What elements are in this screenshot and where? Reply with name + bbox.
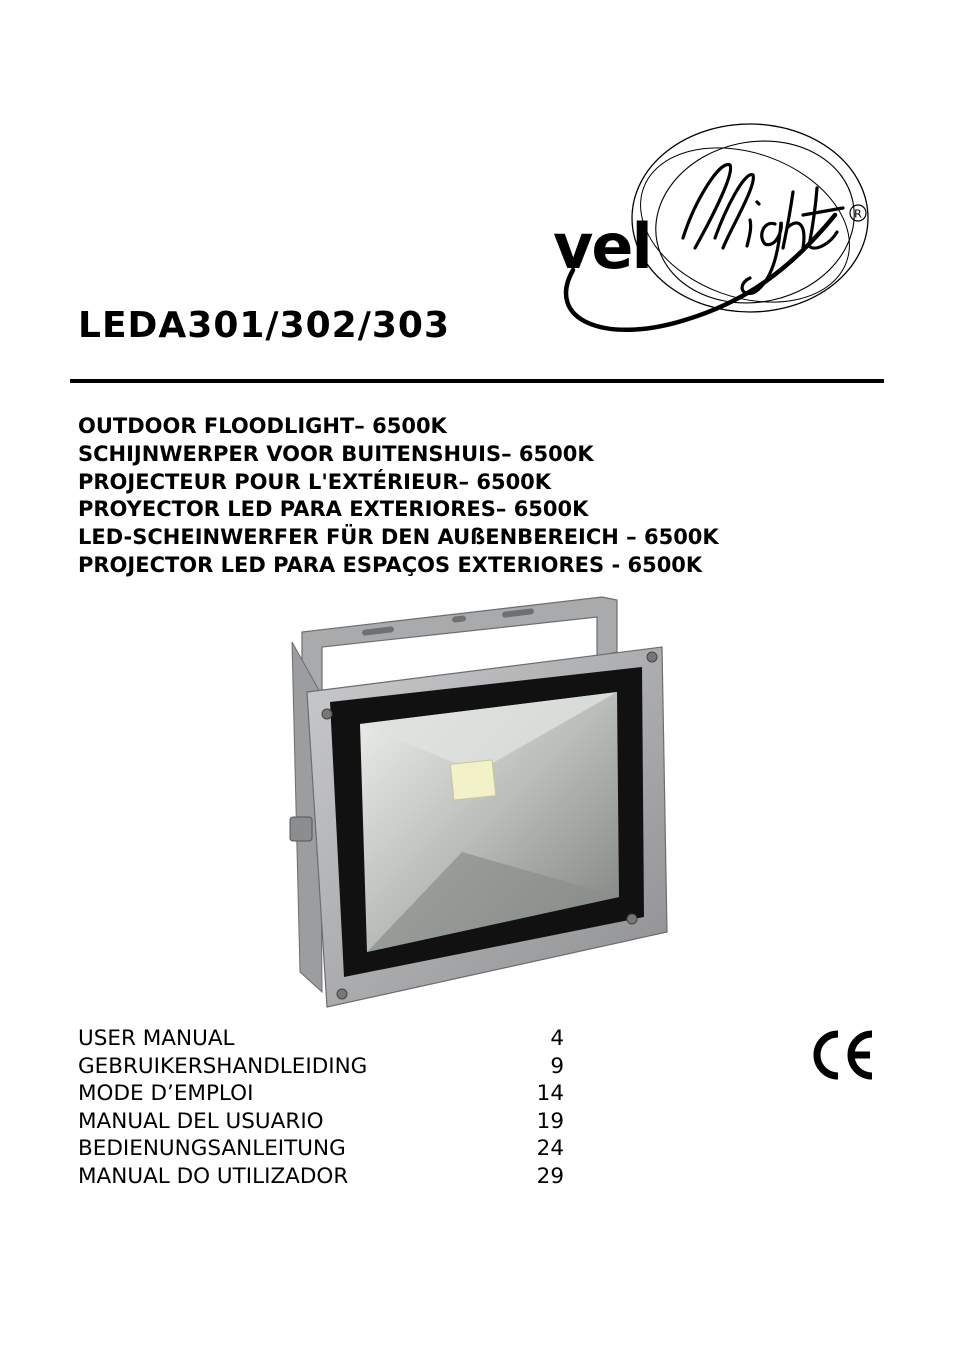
screw-top-left bbox=[322, 709, 332, 719]
table-of-contents bbox=[78, 1025, 564, 1191]
toc-page: 19 bbox=[536, 1108, 564, 1134]
toc-label: GEBRUIKERSHANDLEIDING bbox=[78, 1053, 368, 1079]
product-title-es: PROYECTOR LED PARA EXTERIORES– 6500K bbox=[78, 497, 589, 522]
screw-bottom-left bbox=[337, 989, 347, 999]
logo-vel-text: vel bbox=[553, 210, 651, 283]
toc-item bbox=[78, 1025, 564, 1053]
ce-mark-icon bbox=[808, 1028, 876, 1082]
model-number: LEDA301/302/303 bbox=[78, 305, 451, 346]
led-chip bbox=[450, 760, 496, 800]
toc-page: 24 bbox=[536, 1136, 564, 1162]
product-title-nl: SCHIJNWERPER VOOR BUITENSHUIS– 6500K bbox=[78, 441, 594, 466]
floodlight-photo bbox=[272, 592, 682, 1012]
toc-item bbox=[78, 1163, 564, 1191]
toc-label: MODE D’EMPLOI bbox=[78, 1081, 254, 1107]
toc-page: 14 bbox=[536, 1081, 564, 1107]
screw-bottom-right bbox=[627, 914, 637, 924]
toc-label: MANUAL DEL USUARIO bbox=[78, 1108, 324, 1134]
product-title-fr: PROJECTEUR POUR L'EXTÉRIEUR– 6500K bbox=[78, 469, 552, 494]
toc-page: 9 bbox=[550, 1053, 564, 1079]
header-divider bbox=[70, 379, 884, 383]
product-titles bbox=[78, 413, 719, 580]
toc-item bbox=[78, 1108, 564, 1136]
toc-label: USER MANUAL bbox=[78, 1026, 235, 1051]
toc-item bbox=[78, 1080, 564, 1108]
logo-script-light bbox=[683, 165, 843, 294]
toc-item bbox=[78, 1135, 564, 1163]
registered-mark-letter: R bbox=[854, 207, 862, 221]
toc-item bbox=[78, 1053, 564, 1081]
adjust-knob bbox=[290, 817, 312, 841]
ce-letter-e bbox=[850, 1034, 872, 1076]
product-title-pt: PROJECTOR LED PARA ESPAÇOS EXTERIORES - 6500K bbox=[78, 552, 703, 577]
toc-label: MANUAL DO UTILIZADOR bbox=[78, 1163, 349, 1189]
product-title-en: OUTDOOR FLOODLIGHT– 6500K bbox=[78, 414, 447, 438]
product-title-de: LED-SCHEINWERFER FÜR DEN AUßENBEREICH – 6500K bbox=[78, 525, 719, 550]
toc-label: BEDIENUNGSANLEITUNG bbox=[78, 1136, 346, 1162]
screw-top-right bbox=[647, 652, 657, 662]
vellight-logo bbox=[545, 120, 875, 345]
toc-page: 4 bbox=[550, 1026, 564, 1051]
toc-page: 29 bbox=[536, 1163, 564, 1189]
ce-letter-c bbox=[817, 1034, 838, 1076]
